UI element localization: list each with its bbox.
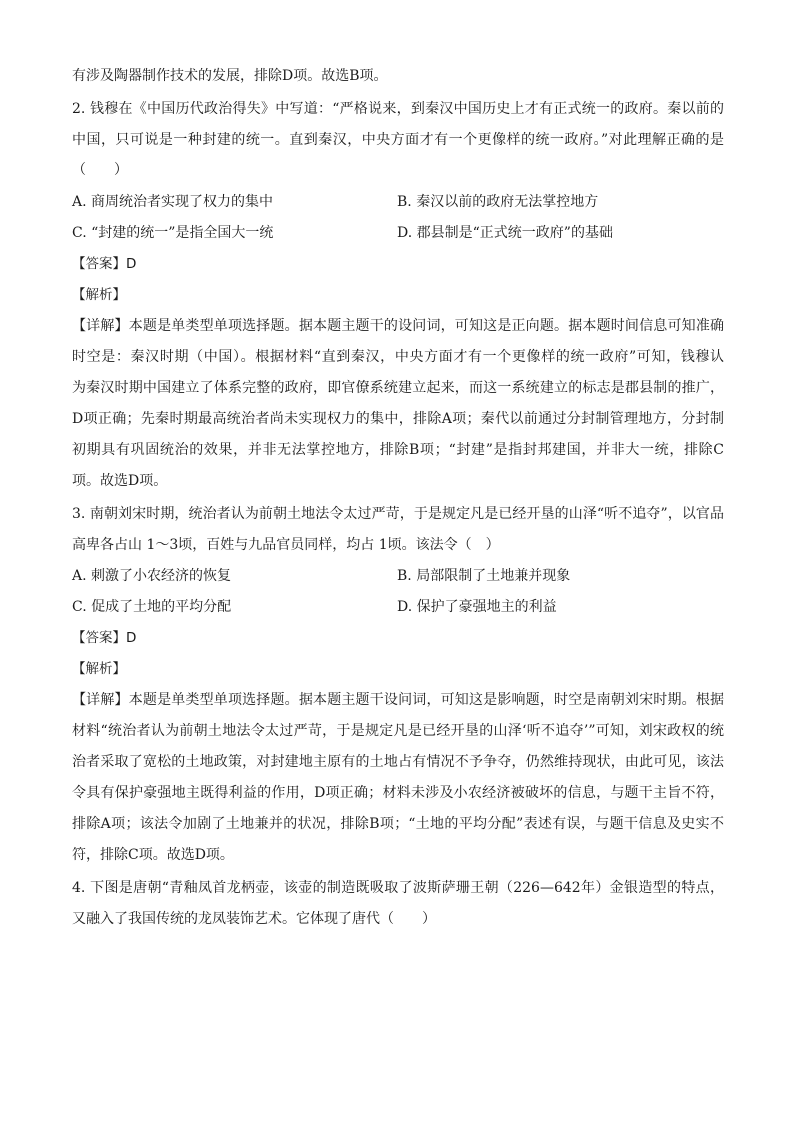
question-2-blank: （ ） bbox=[72, 162, 128, 178]
question-4-stem: 又融入了我国传统的龙凤装饰艺术。它体现了唐代（ ） bbox=[72, 911, 436, 927]
question-3-stem: 高卑各占山 1～3顷，百姓与九品官员同样，均占 1顷。该法令（ ） bbox=[72, 537, 500, 553]
question-2-explanation: 初期具有巩固统治的效果，并非无法掌控地方，排除B项；“封建”是指封邦建国，并非大一统，排除C bbox=[72, 442, 724, 458]
question-2-stem: 中国，只可说是一种封建的统一。直到秦汉，中央方面才有一个更像样的统一政府。”对此理解正确的是 bbox=[72, 132, 724, 148]
question-3-stem: 3. 南朝刘宋时期，统治者认为前朝土地法令太过严苛，于是规定凡是已经开垦的山泽“听不追夺”，以官品 bbox=[72, 506, 724, 522]
question-3-option-d: D. 保护了豪强地主的利益 bbox=[397, 599, 557, 615]
question-2-answer: 【答案】D bbox=[72, 256, 137, 272]
question-3-answer: 【答案】D bbox=[72, 630, 137, 646]
question-3-explanation: 排除A项；该法令加剧了土地兼并的状况，排除B项；“土地的平均分配”表述有误，与题干信息及史实不 bbox=[72, 816, 724, 832]
question-3-option-b: B. 局部限制了土地兼并现象 bbox=[397, 568, 571, 584]
question-3-analysis-heading: 【解析】 bbox=[72, 661, 126, 677]
question-2-explanation: 项。故选D项。 bbox=[72, 473, 168, 489]
question-3-explanation: 令具有保护豪强地主既得利益的作用，D项正确；材料未涉及小农经济被破坏的信息，与题干主旨不符， bbox=[72, 785, 724, 801]
question-3-explanation: 符，排除C项。故选D项。 bbox=[72, 847, 234, 863]
question-3-explanation: 材料“统治者认为前朝土地法令太过严苛，于是规定凡是已经开垦的山泽‘听不追夺’”可知，刘宋政权的统 bbox=[72, 723, 724, 739]
text-line: 有涉及陶器制作技术的发展，排除D项。故选B项。 bbox=[72, 68, 388, 84]
question-2-stem: 2. 钱穆在《中国历代政治得失》中写道：“严格说来，到秦汉中国历史上才有正式统一的政府。秦以前的 bbox=[72, 101, 724, 117]
question-2-explanation: D项正确；先秦时期最高统治者尚未实现权力的集中，排除A项；秦代以前通过分封制管理地方，分封制 bbox=[72, 411, 724, 427]
question-2-explanation: 时空是：秦汉时期（中国）。根据材料“直到秦汉，中央方面才有一个更像样的统一政府”可知，钱穆认 bbox=[72, 349, 724, 365]
question-2-option-b: B. 秦汉以前的政府无法掌控地方 bbox=[397, 194, 599, 210]
question-2-analysis-heading: 【解析】 bbox=[72, 287, 126, 303]
question-2-option-a: A. 商周统治者实现了权力的集中 bbox=[72, 194, 274, 210]
question-3-explanation: 治者采取了宽松的土地政策，对封建地主原有的土地占有情况不予争夺，仍然维持现状，由此可见，该法 bbox=[72, 754, 724, 770]
question-3-option-c: C. 促成了土地的平均分配 bbox=[72, 599, 232, 615]
question-2-option-c: C. “封建的统一”是指全国大一统 bbox=[72, 225, 274, 241]
question-2-option-d: D. 郡县制是“正式统一政府”的基础 bbox=[397, 225, 613, 241]
question-4-stem: 4. 下图是唐朝“青釉凤首龙柄壶，该壶的制造既吸取了波斯萨珊王朝（226—642年）金银造型的特点， bbox=[72, 880, 724, 896]
question-3-option-a: A. 刺激了小农经济的恢复 bbox=[72, 568, 232, 584]
question-2-explanation: 【详解】本题是单类型单项选择题。据本题主题干的设问词，可知这是正向题。据本题时间信息可知准确 bbox=[72, 318, 724, 334]
question-3-explanation: 【详解】本题是单类型单项选择题。据本题主题干设问词，可知这是影响题，时空是南朝刘宋时期。根据 bbox=[72, 692, 724, 708]
question-2-explanation: 为秦汉时期中国建立了体系完整的政府，即官僚系统建立起来，而这一系统建立的标志是郡县制的推广， bbox=[72, 380, 724, 396]
